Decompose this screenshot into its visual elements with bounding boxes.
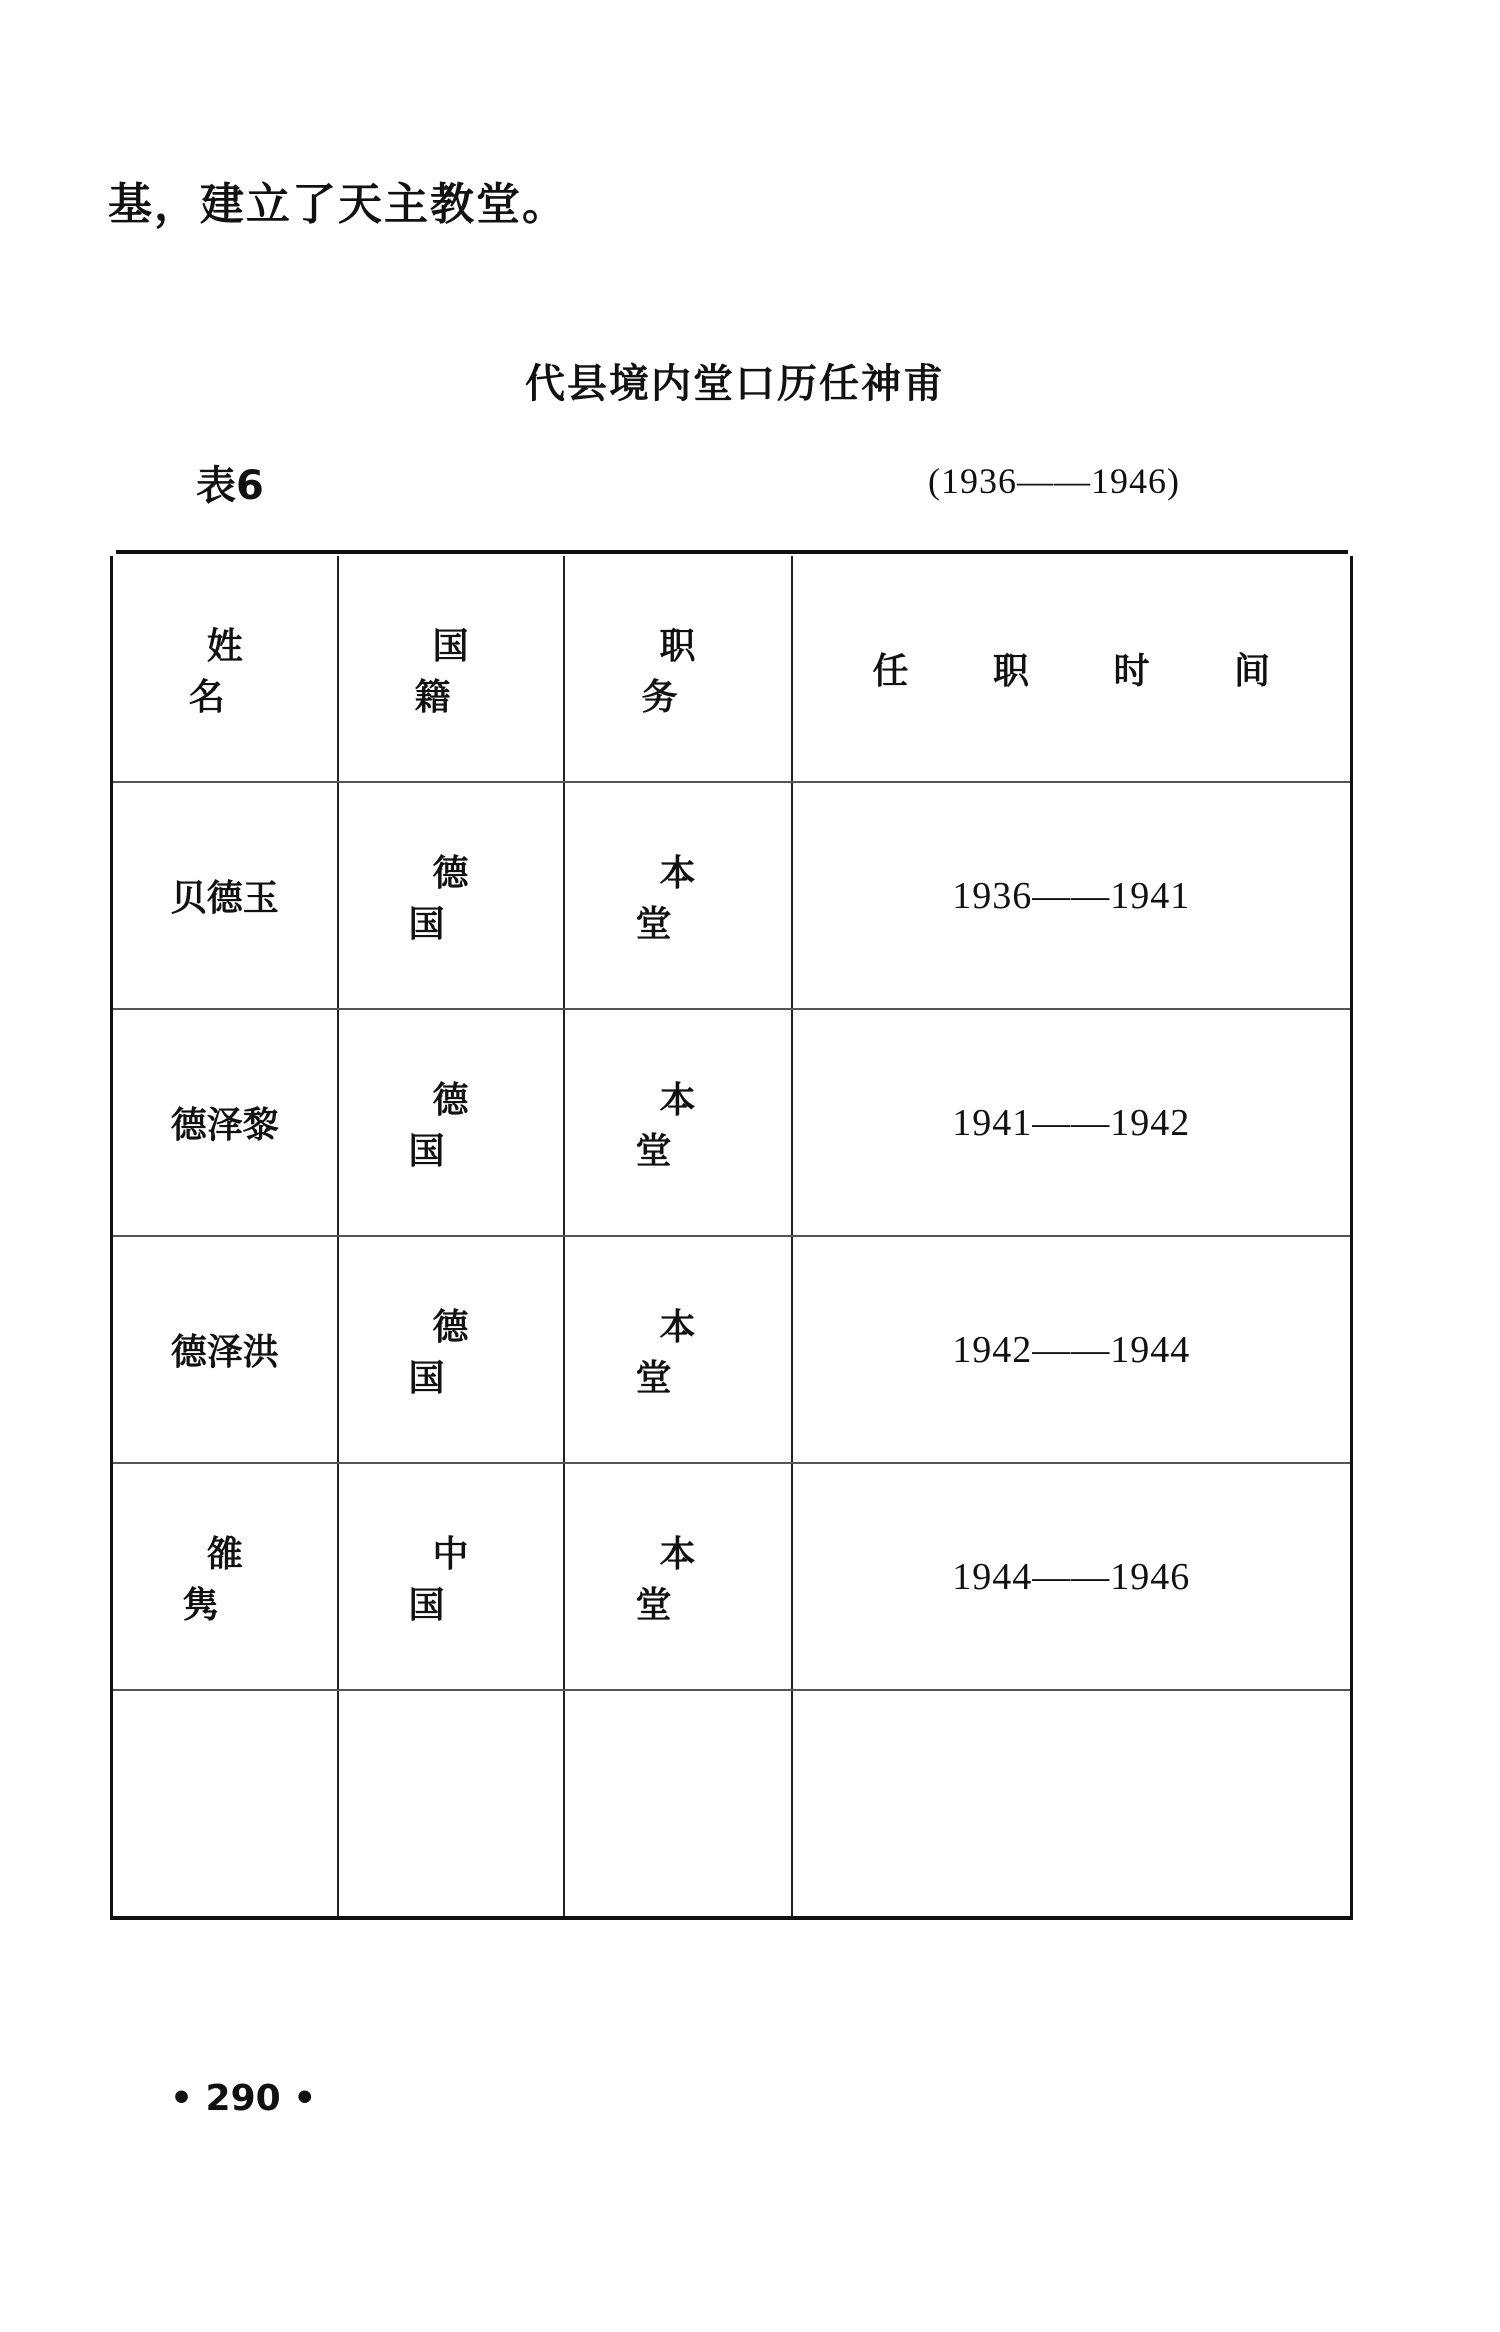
text-line-top: 基，建立了天主教堂。 <box>108 179 568 230</box>
header-role: 职 务 <box>564 556 792 782</box>
cell-nationality: 德 国 <box>338 782 564 1009</box>
table-label: 表6 <box>196 463 264 509</box>
cell-tenure: 1936——1941 <box>792 782 1352 1009</box>
header-name: 姓 名 <box>112 556 338 782</box>
cell-name: 贝德玉 <box>112 782 338 1009</box>
cell-empty <box>338 1690 564 1918</box>
cell-nationality: 中 国 <box>338 1463 564 1690</box>
cell-tenure: 1944——1946 <box>792 1463 1352 1690</box>
cell-empty <box>112 1690 338 1918</box>
cell-tenure: 1942——1944 <box>792 1236 1352 1463</box>
cell-name: 德泽洪 <box>112 1236 338 1463</box>
cell-nationality: 德 国 <box>338 1009 564 1236</box>
table-top-rule <box>116 550 1348 554</box>
cell-role: 本 堂 <box>564 1236 792 1463</box>
table-title: 代县境内堂口历任神甫 <box>525 361 945 407</box>
cell-name: 德泽黎 <box>112 1009 338 1236</box>
priests-table <box>110 556 1353 1920</box>
table-header-row <box>112 556 1352 782</box>
header-tenure: 任 职 时 间 <box>792 556 1352 782</box>
cell-tenure: 1941——1942 <box>792 1009 1352 1236</box>
cell-nationality: 德 国 <box>338 1236 564 1463</box>
page-number: • 290 • <box>170 2078 317 2119</box>
header-nationality: 国 籍 <box>338 556 564 782</box>
table-date-range: (1936——1946) <box>928 461 1180 501</box>
table-row <box>112 1009 1352 1236</box>
table-row <box>112 782 1352 1009</box>
cell-empty <box>792 1690 1352 1918</box>
cell-name: 雒 隽 <box>112 1463 338 1690</box>
cell-role: 本 堂 <box>564 1009 792 1236</box>
table-row-empty <box>112 1690 1352 1918</box>
table-row <box>112 1463 1352 1690</box>
cell-role: 本 堂 <box>564 782 792 1009</box>
cell-role: 本 堂 <box>564 1463 792 1690</box>
cell-empty <box>564 1690 792 1918</box>
table-row <box>112 1236 1352 1463</box>
